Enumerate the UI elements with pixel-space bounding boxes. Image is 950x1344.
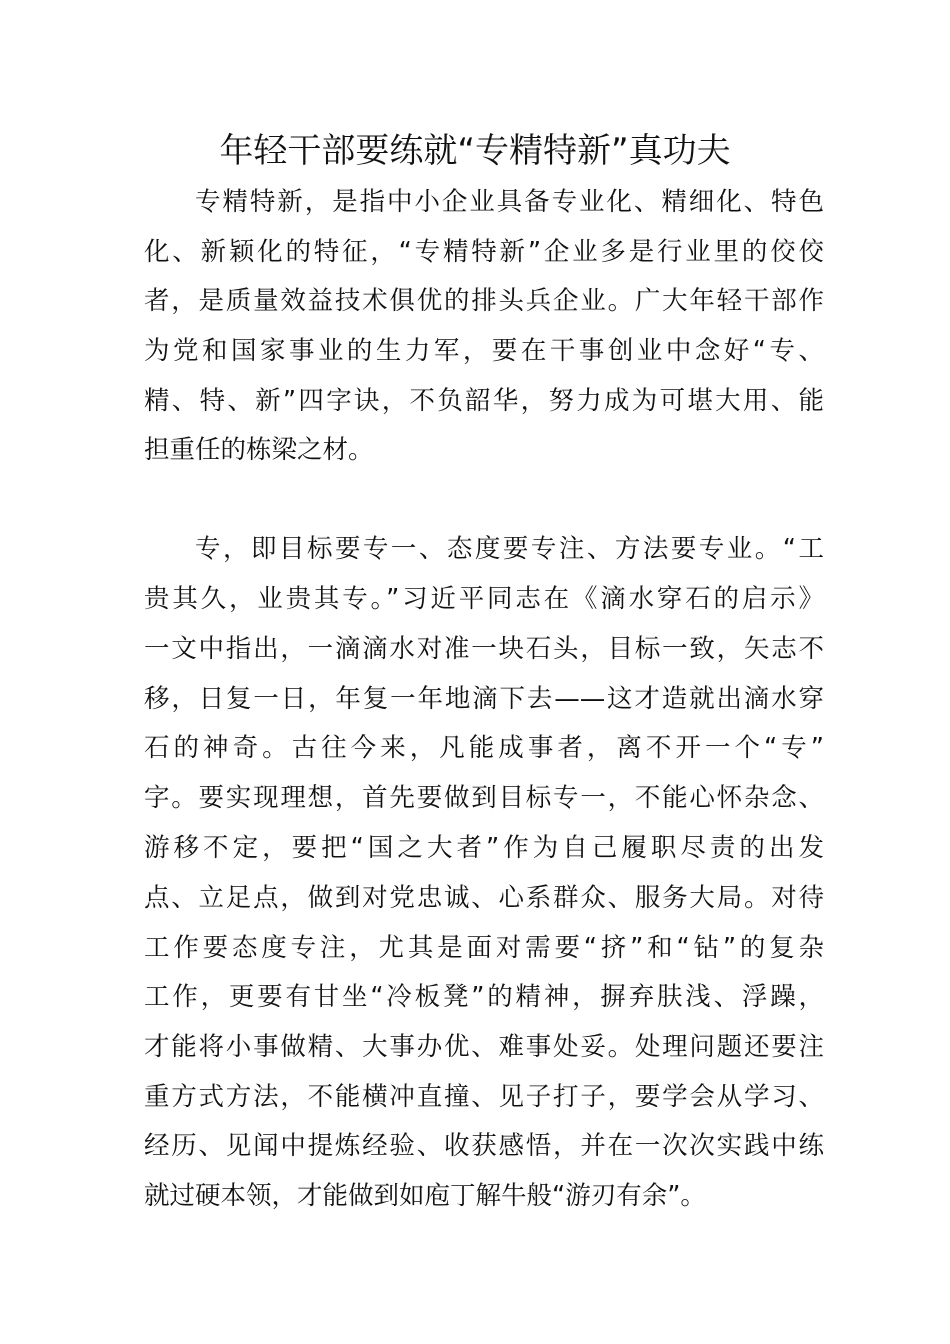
paragraph-line: 一文中指出，一滴滴水对准一块石头，目标一致，矢志不 xyxy=(144,634,824,664)
paragraph-line: 精、特、新”四字诀，不负韶华，努力成为可堪大用、能 xyxy=(144,386,824,416)
paragraph-line: 游移不定，要把“国之大者”作为自己履职尽责的出发 xyxy=(144,833,824,863)
paragraph-line: 重方式方法，不能横冲直撞、见子打子，要学会从学习、 xyxy=(144,1082,824,1112)
paragraph-line: 石的神奇。古往今来，凡能成事者，离不开一个“专” xyxy=(144,733,824,763)
paragraph-line: 经历、见闻中提炼经验、收获感悟，并在一次次实践中练 xyxy=(144,1131,824,1161)
paragraph-line: 者，是质量效益技术俱优的排头兵企业。广大年轻干部作 xyxy=(144,286,824,316)
paragraph-line: 就过硬本领，才能做到如庖丁解牛般“游刃有余”。 xyxy=(144,1181,706,1211)
paragraph-line: 专精特新，是指中小企业具备专业化、精细化、特色 xyxy=(195,187,824,217)
paragraph-line: 工作要态度专注，尤其是面对需要“挤”和“钻”的复杂 xyxy=(144,933,824,963)
paragraph-line: 才能将小事做精、大事办优、难事处妥。处理问题还要注 xyxy=(144,1032,824,1062)
paragraph-line: 移，日复一日，年复一年地滴下去——这才造就出滴水穿 xyxy=(144,684,824,714)
paragraph-line: 专，即目标要专一、态度要专注、方法要专业。“工 xyxy=(195,534,824,564)
paragraph-line: 担重任的栋梁之材。 xyxy=(144,435,374,465)
paragraph-line: 字。要实现理想，首先要做到目标专一，不能心怀杂念、 xyxy=(144,783,824,813)
paragraph-line: 化、新颖化的特征，“专精特新”企业多是行业里的佼佼 xyxy=(144,237,824,267)
paragraph-line: 贵其久，业贵其专。”习近平同志在《滴水穿石的启示》 xyxy=(144,584,824,614)
paragraph-line: 为党和国家事业的生力军，要在干事创业中念好“专、 xyxy=(144,336,824,366)
paragraph-line: 工作，更要有甘坐“冷板凳”的精神，摒弃肤浅、浮躁， xyxy=(144,982,824,1012)
paragraph-line: 点、立足点，做到对党忠诚、心系群众、服务大局。对待 xyxy=(144,883,824,913)
document-title: 年轻干部要练就“专精特新”真功夫 xyxy=(219,131,731,171)
